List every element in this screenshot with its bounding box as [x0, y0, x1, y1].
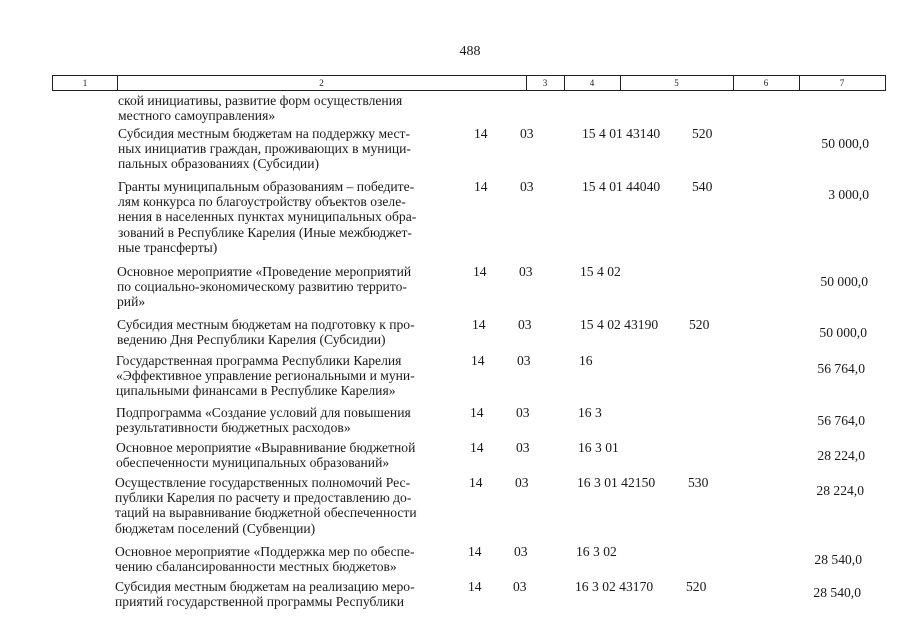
header-col-5: 5	[674, 78, 679, 88]
header-col-6: 6	[763, 78, 769, 88]
row-target-article: 16 3 02	[576, 544, 617, 559]
row-section: 14	[473, 264, 487, 279]
row-section: 14	[468, 544, 482, 559]
row-name: Государственная программа Республики Карелия «Эффективное управление региональными и муни- ципальными финансами в Республике Карелия»	[116, 353, 415, 399]
header-col-2: 2	[319, 78, 324, 88]
row-subsection: 03	[520, 179, 534, 194]
row-subsection: 03	[520, 126, 534, 141]
row-expense-type: 520	[689, 317, 710, 332]
row-section: 14	[474, 179, 488, 194]
row-section: 14	[468, 579, 482, 594]
row-name: Субсидия местным бюджетам на поддержку мест- ных инициатив граждан, проживающих в муници- пальных образованиях (Субсидии)	[118, 126, 411, 172]
row-amount: 50 000,0	[819, 325, 867, 340]
row-subsection: 03	[516, 405, 530, 420]
row-amount: 28 540,0	[814, 552, 862, 567]
row-expense-type: 520	[686, 579, 707, 594]
row-subsection: 03	[513, 579, 527, 594]
row-name: ской инициативы, развитие форм осуществления местного самоуправления»	[118, 93, 403, 124]
row-section: 14	[474, 126, 488, 141]
header-col-1: 1	[82, 78, 88, 88]
header-col-7: 7	[839, 78, 845, 88]
row-target-article: 15 4 02 43190	[580, 317, 659, 332]
row-amount: 50 000,0	[821, 136, 869, 151]
row-amount: 50 000,0	[820, 274, 868, 289]
row-amount: 28 540,0	[813, 585, 861, 600]
row-subsection: 03	[515, 475, 529, 490]
row-section: 14	[470, 440, 484, 455]
row-target-article: 16 3 02 43170	[575, 579, 654, 594]
row-amount: 28 224,0	[816, 483, 864, 498]
row-subsection: 03	[516, 440, 530, 455]
row-name: Субсидия местным бюджетам на подготовку к про- ведению Дня Республики Карелия (Субсидии)	[117, 317, 415, 348]
row-target-article: 16 3	[578, 405, 602, 420]
header-col-4: 4	[589, 78, 595, 88]
page-number: 488	[459, 44, 481, 59]
header-col-3: 3	[542, 78, 548, 88]
row-subsection: 03	[517, 353, 531, 368]
row-expense-type: 520	[692, 126, 713, 141]
row-subsection: 03	[519, 264, 533, 279]
row-name: Основное мероприятие «Выравнивание бюджетной обеспеченности муниципальных образований»	[116, 440, 416, 471]
row-section: 14	[471, 353, 485, 368]
row-target-article: 15 4 01 44040	[582, 179, 661, 194]
table-header	[52, 75, 886, 91]
row-subsection: 03	[518, 317, 532, 332]
row-amount: 56 764,0	[817, 413, 865, 428]
row-name: Осуществление государственных полномочий Рес- публики Карелия по расчету и предоставлению до- таций на выравнивание бюджетной обеспеченности бюджетам поселений (Субвенции)	[115, 475, 417, 536]
row-target-article: 16 3 01 42150	[577, 475, 656, 490]
row-expense-type: 530	[688, 475, 709, 490]
row-subsection: 03	[514, 544, 528, 559]
row-amount: 3 000,0	[828, 187, 869, 202]
row-name: Подпрограмма «Создание условий для повышения результативности бюджетных расходов»	[116, 405, 411, 436]
row-name: Гранты муниципальным образованиям – победите- лям конкурса по благоустройству объектов озеле- нения в населенных пунктах муниципальных обра- зований в Республике Карелия (Иные межбюджет- ные трансферты)	[118, 179, 417, 255]
row-name: Основное мероприятие «Проведение мероприятий по социально-экономическому развитию террито- рий»	[117, 264, 412, 310]
row-section: 14	[469, 475, 483, 490]
row-name: Основное мероприятие «Поддержка мер по обеспе- чению сбалансированности местных бюджетов»	[115, 544, 415, 575]
row-name: Субсидия местным бюджетам на реализацию меро- приятий государственной программы Республики	[115, 579, 415, 610]
row-target-article: 15 4 01 43140	[582, 126, 661, 141]
row-section: 14	[470, 405, 484, 420]
row-target-article: 15 4 02	[580, 264, 621, 279]
row-expense-type: 540	[692, 179, 713, 194]
row-section: 14	[472, 317, 486, 332]
row-amount: 56 764,0	[817, 361, 865, 376]
row-amount: 28 224,0	[817, 448, 865, 463]
row-target-article: 16 3 01	[578, 440, 619, 455]
row-target-article: 16	[579, 353, 593, 368]
